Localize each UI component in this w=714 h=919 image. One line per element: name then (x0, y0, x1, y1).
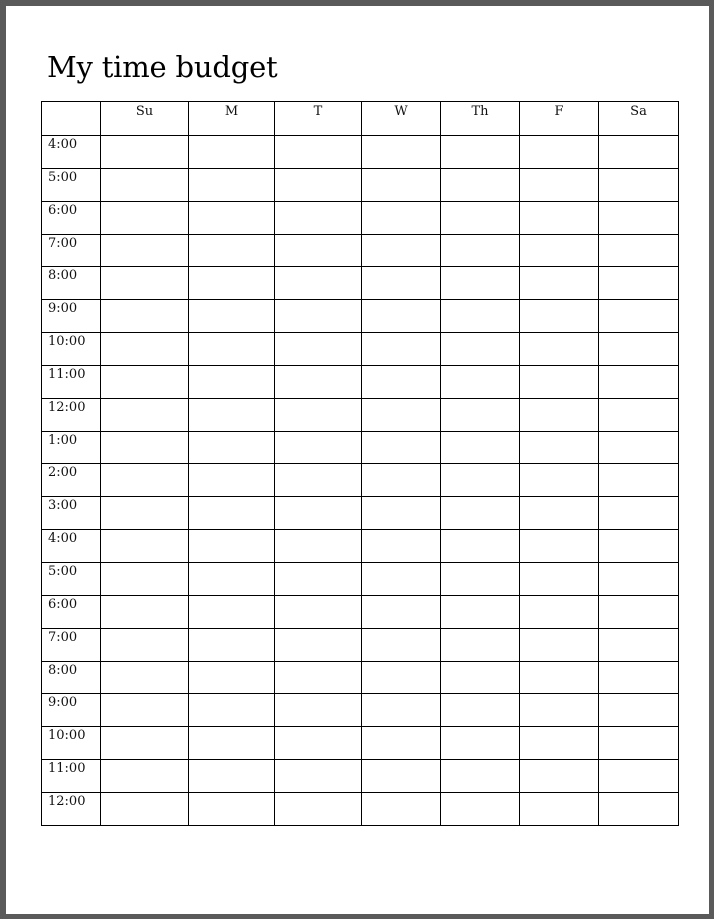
time-label: 4:00 (42, 136, 101, 169)
time-row (42, 333, 679, 366)
slot-w[interactable] (362, 168, 441, 201)
slot-m[interactable] (189, 530, 275, 563)
slot-f[interactable] (520, 628, 599, 661)
slot-su[interactable] (101, 431, 189, 464)
slot-th[interactable] (441, 530, 520, 563)
day-header-th: Th (441, 102, 520, 136)
slot-m[interactable] (189, 694, 275, 727)
time-label: 1:00 (42, 431, 101, 464)
time-label: 7:00 (42, 234, 101, 267)
slot-su[interactable] (101, 136, 189, 169)
slot-t[interactable] (275, 267, 362, 300)
slot-f[interactable] (520, 464, 599, 497)
slot-su[interactable] (101, 234, 189, 267)
time-row (42, 267, 679, 300)
slot-t[interactable] (275, 628, 362, 661)
slot-su[interactable] (101, 595, 189, 628)
slot-w[interactable] (362, 727, 441, 760)
slot-sa[interactable] (599, 727, 679, 760)
slot-th[interactable] (441, 464, 520, 497)
slot-t[interactable] (275, 464, 362, 497)
slot-f[interactable] (520, 694, 599, 727)
slot-f[interactable] (520, 760, 599, 793)
slot-m[interactable] (189, 792, 275, 825)
slot-w[interactable] (362, 333, 441, 366)
slot-th[interactable] (441, 760, 520, 793)
slot-w[interactable] (362, 497, 441, 530)
slot-f[interactable] (520, 398, 599, 431)
slot-sa[interactable] (599, 661, 679, 694)
slot-th[interactable] (441, 431, 520, 464)
slot-th[interactable] (441, 595, 520, 628)
slot-t[interactable] (275, 398, 362, 431)
time-row (42, 136, 679, 169)
slot-w[interactable] (362, 234, 441, 267)
slot-w[interactable] (362, 628, 441, 661)
time-label: 7:00 (42, 628, 101, 661)
slot-f[interactable] (520, 300, 599, 333)
slot-t[interactable] (275, 595, 362, 628)
time-row (42, 661, 679, 694)
slot-m[interactable] (189, 168, 275, 201)
time-row (42, 628, 679, 661)
slot-w[interactable] (362, 595, 441, 628)
slot-w[interactable] (362, 562, 441, 595)
time-row (42, 365, 679, 398)
time-label: 4:00 (42, 530, 101, 563)
slot-m[interactable] (189, 398, 275, 431)
slot-w[interactable] (362, 792, 441, 825)
header-row (42, 102, 679, 136)
time-label: 12:00 (42, 792, 101, 825)
slot-f[interactable] (520, 595, 599, 628)
time-row (42, 234, 679, 267)
slot-m[interactable] (189, 365, 275, 398)
slot-f[interactable] (520, 365, 599, 398)
slot-w[interactable] (362, 136, 441, 169)
slot-su[interactable] (101, 760, 189, 793)
slot-su[interactable] (101, 365, 189, 398)
day-header-sa: Sa (599, 102, 679, 136)
slot-su[interactable] (101, 464, 189, 497)
slot-m[interactable] (189, 595, 275, 628)
slot-sa[interactable] (599, 562, 679, 595)
slot-f[interactable] (520, 792, 599, 825)
slot-th[interactable] (441, 628, 520, 661)
time-label: 11:00 (42, 760, 101, 793)
slot-t[interactable] (275, 136, 362, 169)
time-row (42, 694, 679, 727)
slot-t[interactable] (275, 792, 362, 825)
slot-su[interactable] (101, 168, 189, 201)
slot-su[interactable] (101, 628, 189, 661)
time-label: 10:00 (42, 727, 101, 760)
time-row (42, 595, 679, 628)
slot-sa[interactable] (599, 431, 679, 464)
slot-sa[interactable] (599, 201, 679, 234)
time-budget-grid (41, 101, 679, 826)
header-corner (42, 102, 101, 136)
slot-sa[interactable] (599, 464, 679, 497)
slot-th[interactable] (441, 661, 520, 694)
time-label: 9:00 (42, 300, 101, 333)
slot-f[interactable] (520, 136, 599, 169)
slot-t[interactable] (275, 727, 362, 760)
slot-sa[interactable] (599, 694, 679, 727)
slot-su[interactable] (101, 398, 189, 431)
slot-f[interactable] (520, 267, 599, 300)
slot-w[interactable] (362, 201, 441, 234)
slot-sa[interactable] (599, 792, 679, 825)
slot-su[interactable] (101, 562, 189, 595)
slot-w[interactable] (362, 661, 441, 694)
slot-t[interactable] (275, 365, 362, 398)
slot-su[interactable] (101, 201, 189, 234)
slot-su[interactable] (101, 267, 189, 300)
slot-w[interactable] (362, 365, 441, 398)
slot-m[interactable] (189, 727, 275, 760)
slot-f[interactable] (520, 234, 599, 267)
slot-t[interactable] (275, 201, 362, 234)
time-label: 9:00 (42, 694, 101, 727)
slot-sa[interactable] (599, 628, 679, 661)
slot-th[interactable] (441, 694, 520, 727)
slot-t[interactable] (275, 694, 362, 727)
slot-th[interactable] (441, 333, 520, 366)
slot-th[interactable] (441, 136, 520, 169)
slot-sa[interactable] (599, 365, 679, 398)
slot-th[interactable] (441, 300, 520, 333)
slot-t[interactable] (275, 497, 362, 530)
slot-f[interactable] (520, 201, 599, 234)
slot-f[interactable] (520, 530, 599, 563)
day-header-f: F (520, 102, 599, 136)
slot-w[interactable] (362, 694, 441, 727)
time-rows (42, 136, 679, 826)
slot-th[interactable] (441, 562, 520, 595)
slot-sa[interactable] (599, 497, 679, 530)
slot-w[interactable] (362, 760, 441, 793)
slot-t[interactable] (275, 300, 362, 333)
slot-w[interactable] (362, 300, 441, 333)
slot-th[interactable] (441, 201, 520, 234)
slot-th[interactable] (441, 727, 520, 760)
slot-th[interactable] (441, 168, 520, 201)
slot-w[interactable] (362, 431, 441, 464)
slot-t[interactable] (275, 168, 362, 201)
slot-su[interactable] (101, 661, 189, 694)
time-label: 2:00 (42, 464, 101, 497)
time-label: 10:00 (42, 333, 101, 366)
slot-m[interactable] (189, 300, 275, 333)
slot-sa[interactable] (599, 136, 679, 169)
day-header-su: Su (101, 102, 189, 136)
slot-th[interactable] (441, 398, 520, 431)
time-row (42, 431, 679, 464)
slot-t[interactable] (275, 333, 362, 366)
slot-f[interactable] (520, 431, 599, 464)
slot-m[interactable] (189, 562, 275, 595)
time-row (42, 562, 679, 595)
slot-m[interactable] (189, 333, 275, 366)
slot-m[interactable] (189, 201, 275, 234)
slot-th[interactable] (441, 234, 520, 267)
slot-t[interactable] (275, 562, 362, 595)
time-label: 8:00 (42, 267, 101, 300)
day-header-m: M (189, 102, 275, 136)
time-label: 6:00 (42, 595, 101, 628)
time-label: 8:00 (42, 661, 101, 694)
slot-su[interactable] (101, 792, 189, 825)
slot-f[interactable] (520, 727, 599, 760)
time-row (42, 464, 679, 497)
slot-sa[interactable] (599, 398, 679, 431)
time-row (42, 760, 679, 793)
slot-m[interactable] (189, 464, 275, 497)
slot-sa[interactable] (599, 168, 679, 201)
slot-sa[interactable] (599, 760, 679, 793)
slot-su[interactable] (101, 300, 189, 333)
slot-f[interactable] (520, 333, 599, 366)
slot-m[interactable] (189, 136, 275, 169)
slot-t[interactable] (275, 661, 362, 694)
page-title: My time budget (47, 50, 278, 84)
slot-m[interactable] (189, 234, 275, 267)
time-label: 12:00 (42, 398, 101, 431)
time-row (42, 727, 679, 760)
slot-m[interactable] (189, 628, 275, 661)
slot-su[interactable] (101, 694, 189, 727)
slot-m[interactable] (189, 267, 275, 300)
slot-w[interactable] (362, 464, 441, 497)
slot-sa[interactable] (599, 530, 679, 563)
slot-su[interactable] (101, 727, 189, 760)
slot-sa[interactable] (599, 267, 679, 300)
slot-f[interactable] (520, 168, 599, 201)
slot-m[interactable] (189, 497, 275, 530)
slot-f[interactable] (520, 562, 599, 595)
time-row (42, 792, 679, 825)
slot-sa[interactable] (599, 595, 679, 628)
slot-su[interactable] (101, 497, 189, 530)
slot-sa[interactable] (599, 300, 679, 333)
slot-t[interactable] (275, 530, 362, 563)
time-label: 5:00 (42, 562, 101, 595)
time-label: 11:00 (42, 365, 101, 398)
day-header-w: W (362, 102, 441, 136)
time-row (42, 530, 679, 563)
time-row (42, 497, 679, 530)
slot-th[interactable] (441, 792, 520, 825)
slot-w[interactable] (362, 530, 441, 563)
time-row (42, 168, 679, 201)
slot-w[interactable] (362, 398, 441, 431)
slot-t[interactable] (275, 431, 362, 464)
slot-sa[interactable] (599, 333, 679, 366)
time-label: 5:00 (42, 168, 101, 201)
slot-su[interactable] (101, 530, 189, 563)
slot-su[interactable] (101, 333, 189, 366)
slot-f[interactable] (520, 497, 599, 530)
time-row (42, 300, 679, 333)
slot-m[interactable] (189, 760, 275, 793)
slot-m[interactable] (189, 431, 275, 464)
time-row (42, 201, 679, 234)
slot-t[interactable] (275, 234, 362, 267)
slot-t[interactable] (275, 760, 362, 793)
slot-m[interactable] (189, 661, 275, 694)
slot-f[interactable] (520, 661, 599, 694)
slot-th[interactable] (441, 497, 520, 530)
slot-th[interactable] (441, 267, 520, 300)
day-header-t: T (275, 102, 362, 136)
slot-sa[interactable] (599, 234, 679, 267)
time-label: 6:00 (42, 201, 101, 234)
time-row (42, 398, 679, 431)
time-label: 3:00 (42, 497, 101, 530)
slot-w[interactable] (362, 267, 441, 300)
slot-th[interactable] (441, 365, 520, 398)
